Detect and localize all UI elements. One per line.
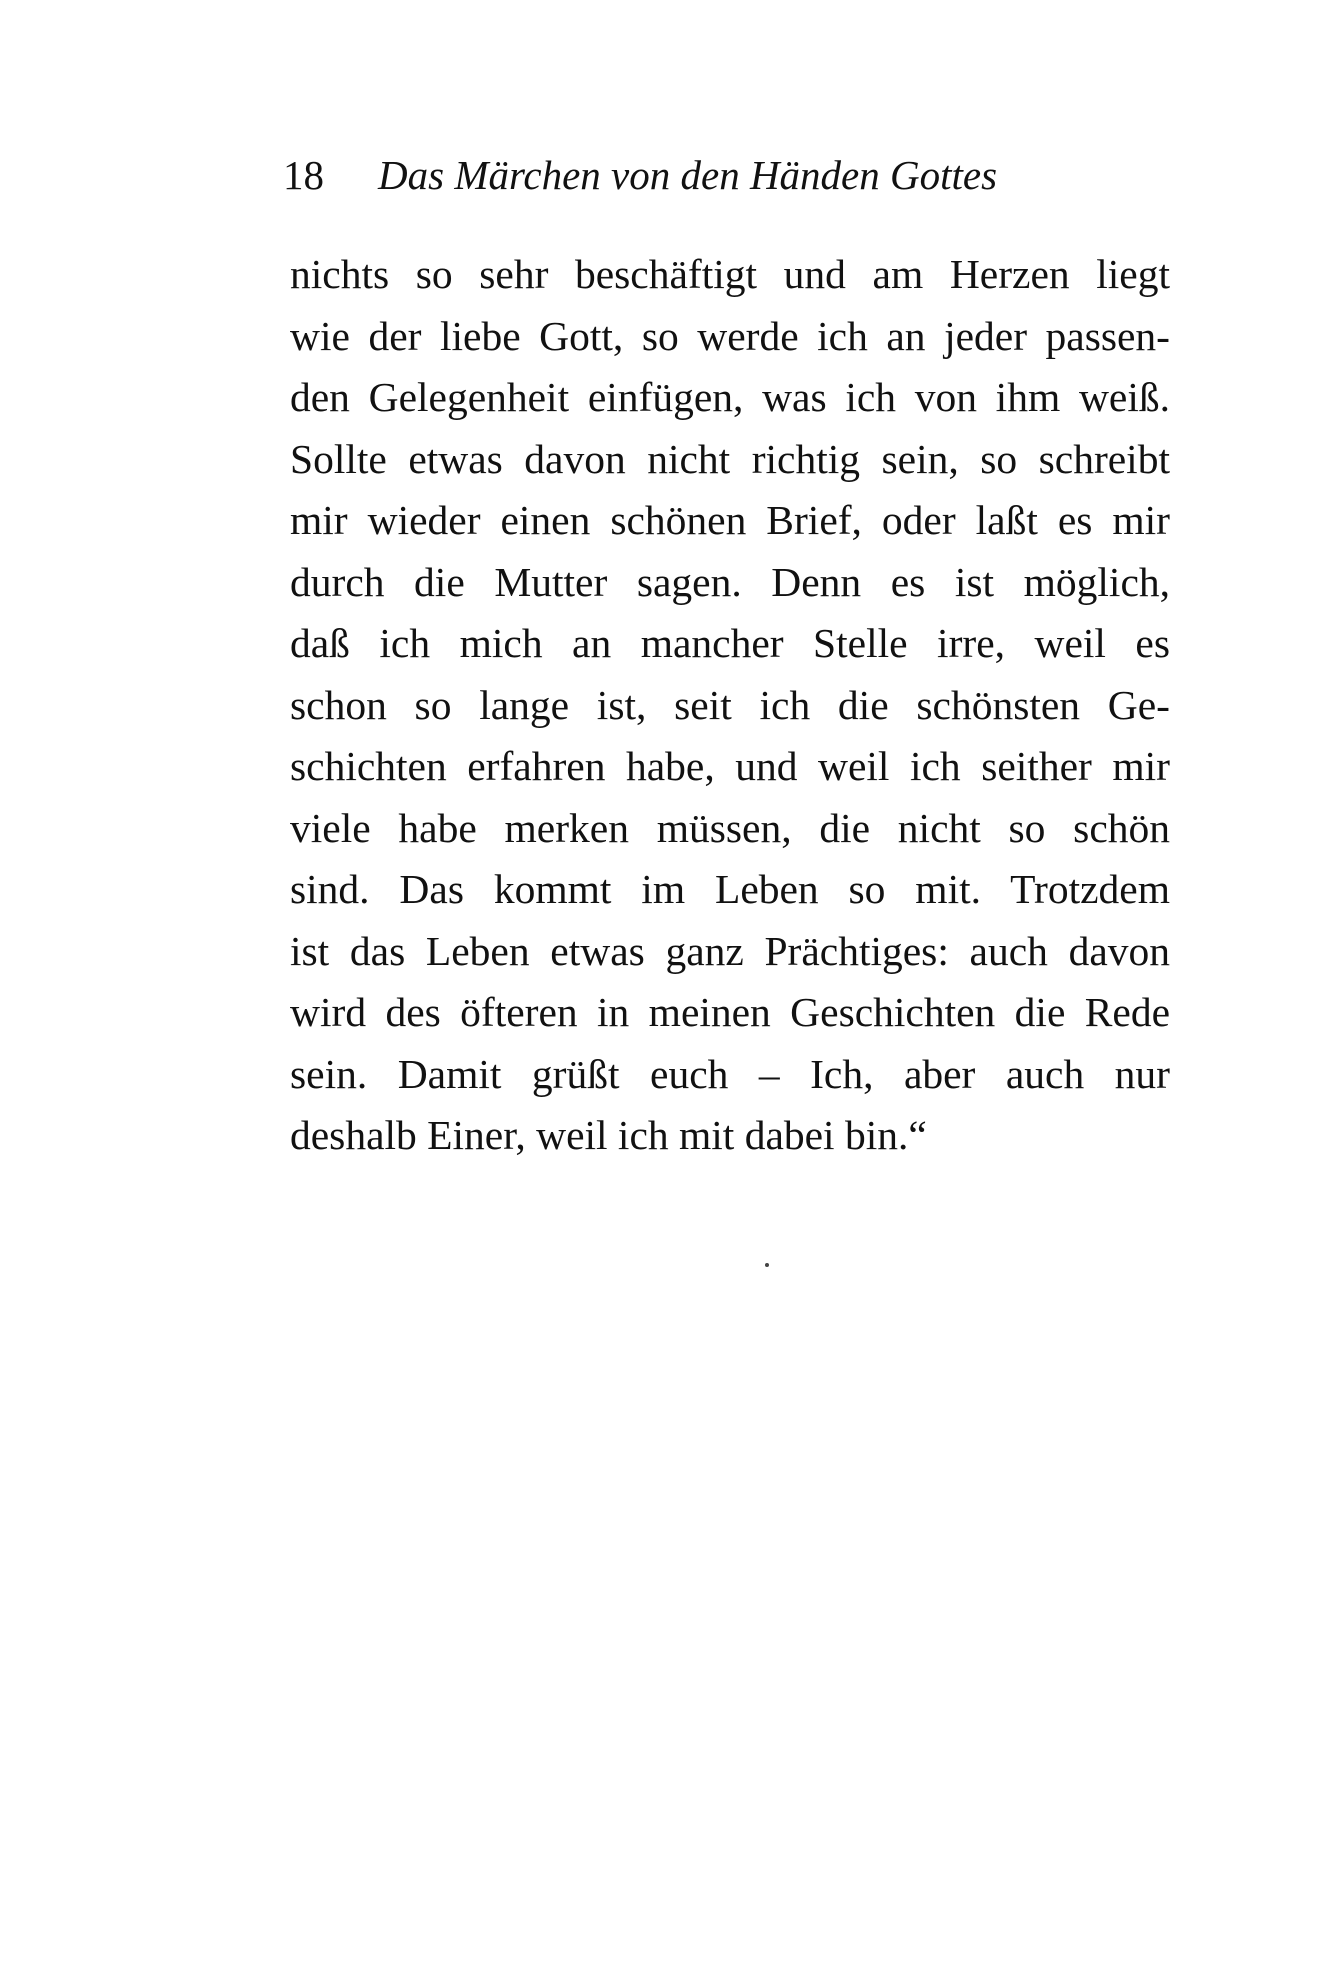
running-title: Das Märchen von den Händen Gottes xyxy=(378,152,998,198)
text-line: ist das Leben etwas ganz Prächtiges: auch davon xyxy=(290,927,1170,974)
text-line: sein. Damit grüßt euch – Ich, aber auch nur xyxy=(290,1050,1170,1097)
text-line: nichts so sehr beschäftigt und am Herzen liegt xyxy=(290,251,1170,297)
text-line: deshalb Einer, weil ich mit dabei bin.“ xyxy=(290,1112,927,1158)
page-number: 18 xyxy=(283,152,324,198)
text-line: schon so lange ist, seit ich die schönsten Ge- xyxy=(290,681,1170,728)
text-line: Sollte etwas davon nicht richtig sein, so schreibt xyxy=(290,435,1170,482)
text-line: durch die Mutter sagen. Denn es ist möglich, xyxy=(290,558,1170,605)
ink-speck xyxy=(765,1263,769,1267)
text-line: den Gelegenheit einfügen, was ich von ihm weiß. xyxy=(290,374,1170,420)
running-head xyxy=(283,145,1063,205)
text-line: wird des öfteren in meinen Geschichten die Rede xyxy=(290,989,1170,1035)
text-line: wie der liebe Gott, so werde ich an jeder passen- xyxy=(290,312,1170,359)
text-line: viele habe merken müssen, die nicht so schön xyxy=(290,804,1170,851)
text-line: mir wieder einen schönen Brief, oder laßt es mir xyxy=(290,497,1170,543)
text-line: sind. Das kommt im Leben so mit. Trotzdem xyxy=(290,866,1170,912)
text-line: schichten erfahren habe, und weil ich seither mir xyxy=(290,743,1170,789)
text-line: daß ich mich an mancher Stelle irre, weil es xyxy=(290,620,1170,666)
body-text xyxy=(290,244,1170,1167)
